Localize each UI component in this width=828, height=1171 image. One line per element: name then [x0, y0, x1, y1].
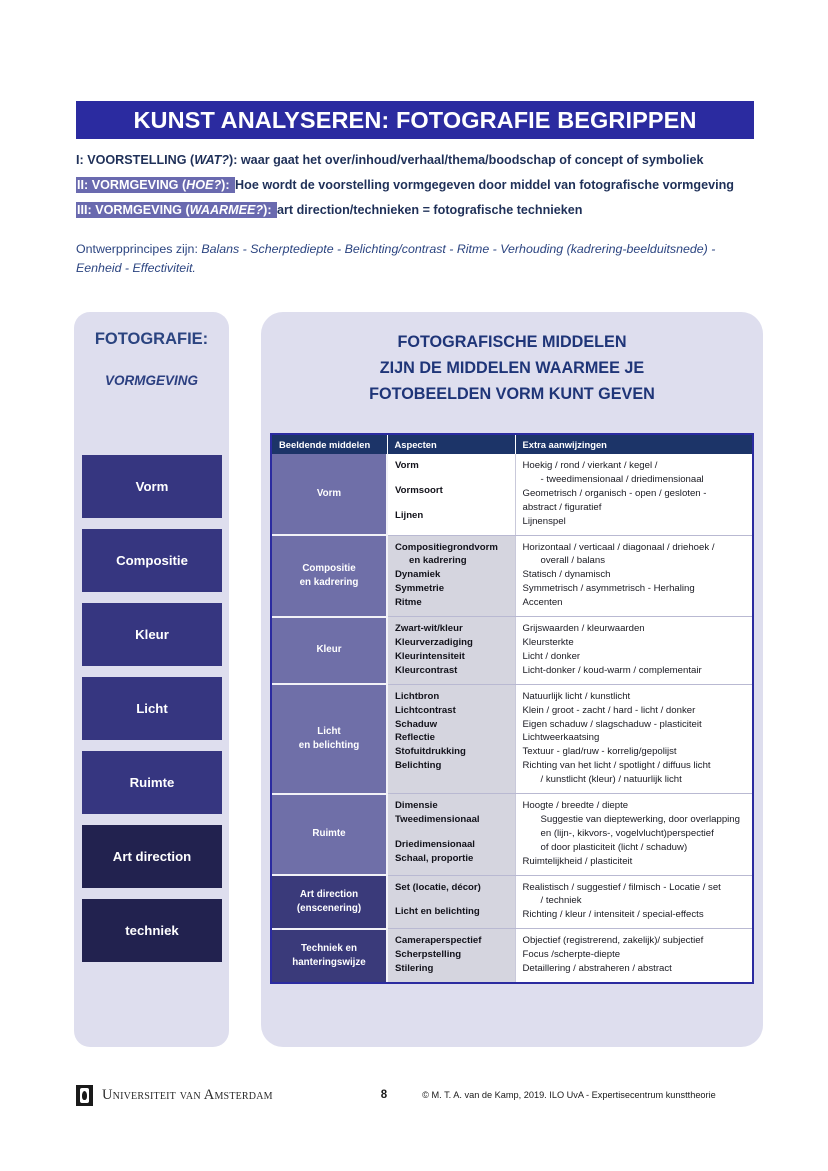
intro-rest-2: Hoe wordt de voorstelling vormgegeven door middel van fotografische vormgeving — [235, 178, 734, 192]
extra-line: Richting van het licht / spotlight / diffuus licht — [522, 760, 711, 772]
table-cell-aspects — [387, 875, 515, 929]
extra-line: Horizontaal / verticaal / diagonaal / driehoek / — [522, 541, 715, 553]
category-line: en belichting — [298, 739, 360, 751]
table-cell-aspects — [387, 535, 515, 617]
copyright-notice: © M. T. A. van de Kamp, 2019. ILO UvA - Expertisecentrum kunsttheorie — [422, 1090, 716, 1100]
aspect-line: Cameraperspectief — [395, 935, 482, 947]
table-cell-category — [272, 535, 387, 617]
extra-line: Klein / groot - zacht / hard - licht / donker — [522, 704, 696, 716]
table-cell-extra — [515, 794, 752, 876]
page-title-banner — [76, 101, 754, 139]
aspect-line: Kleurverzadiging — [395, 636, 473, 648]
extra-line: Hoekig / rond / vierkant / kegel / — [522, 460, 658, 471]
category-line: Techniek en — [301, 942, 357, 954]
aspect-line: Dimensie — [395, 800, 438, 812]
sidebar-button-compositie[interactable] — [82, 529, 222, 592]
extra-line: Objectief (registrerend, zakelijk)/ subjectief — [522, 935, 704, 947]
extra-line: Statisch / dynamisch — [522, 569, 611, 581]
table-row — [272, 684, 752, 793]
table-cell-category — [272, 929, 387, 982]
extra-line: Hoogte / breedte / diepte — [522, 800, 629, 812]
main-heading-line-1: FOTOGRAFISCHE MIDDELEN — [397, 333, 627, 351]
intro-label-3: III: VORMGEVING (WAARMEE?): — [77, 203, 276, 217]
aspect-line: Licht en belichting — [395, 906, 480, 918]
extra-line: abstract / figuratief — [522, 501, 602, 513]
category-line: hanteringswijze — [292, 956, 366, 968]
extra-line: Lijnenspel — [522, 515, 566, 527]
principles-items: Balans - Scherptediepte - Belichting/contrast - Ritme - Verhouding (kadrering-beelduitsnede) - Eenheid - Effectiviteit. — [76, 242, 716, 276]
photography-means-table-wrapper — [270, 433, 754, 984]
extra-line: Symmetrisch / asymmetrisch - Herhaling — [522, 583, 695, 595]
extra-line: of door plasticiteit (licht / schaduw) — [540, 841, 688, 853]
sidebar-button-label: Kleur — [135, 627, 169, 642]
category-line: en kadrering — [299, 576, 359, 588]
main-heading-line-3: FOTOBEELDEN VORM KUNT GEVEN — [369, 385, 655, 404]
table-cell-extra — [515, 875, 752, 929]
intro-rest-1: waar gaat het over/inhoud/verhaal/thema/boodschap of concept of symboliek — [240, 153, 704, 167]
sidebar-button-list — [82, 455, 222, 973]
intro-label-2: II: VORMGEVING (HOE?): — [77, 178, 234, 192]
aspect-line: en kadrering — [409, 555, 467, 567]
aspect-line: Vorm — [395, 460, 419, 471]
sidebar-button-label: techniek — [125, 923, 179, 938]
table-cell-aspects — [387, 454, 515, 535]
table-cell-aspects — [387, 929, 515, 982]
sidebar-card — [74, 312, 229, 1047]
sidebar-subheading: VORMGEVING — [104, 373, 198, 388]
extra-line: en (lijn-, kikvors-, vogelvlucht)perspectief — [540, 827, 714, 839]
aspect-line: Driedimensionaal — [395, 838, 475, 850]
aspect-line: Symmetrie — [395, 583, 445, 595]
table-cell-aspects — [387, 617, 515, 685]
intro-line-1 — [76, 152, 776, 169]
table-cell-category — [272, 684, 387, 793]
category-line: Kleur — [316, 644, 342, 656]
page-title: KUNST ANALYSEREN: FOTOGRAFIE BEGRIPPEN — [133, 106, 697, 133]
table-cell-extra — [515, 535, 752, 617]
column-header-aspecten: Aspecten — [387, 435, 515, 454]
category-line: (enscenering) — [296, 902, 362, 914]
sidebar-button-label: Compositie — [116, 553, 188, 568]
sidebar-button-label: Licht — [136, 701, 168, 716]
sidebar-heading: FOTOGRAFIE: — [94, 330, 209, 348]
extra-line: Textuur - glad/ruw - korrelig/gepolijst — [522, 746, 677, 758]
table-cell-extra — [515, 454, 752, 535]
page-footer — [76, 1078, 756, 1112]
aspect-line: Scherpstelling — [395, 949, 462, 961]
table-cell-aspects — [387, 794, 515, 876]
sidebar-button-licht[interactable] — [82, 677, 222, 740]
extra-line: / techniek — [540, 895, 582, 907]
table-row — [272, 875, 752, 929]
aspect-line: Vormsoort — [395, 484, 443, 496]
sidebar-button-label: Art direction — [112, 849, 192, 864]
main-heading — [261, 329, 763, 408]
aspect-line: Ritme — [395, 597, 422, 609]
table-cell-category — [272, 794, 387, 876]
extra-line: Detaillering / abstraheren / abstract — [522, 963, 672, 975]
table-header-row — [272, 435, 752, 454]
extra-line: Grijswaarden / kleurwaarden — [522, 623, 645, 635]
category-line: Compositie — [302, 562, 356, 574]
aspect-line: Lichtbron — [395, 690, 440, 702]
aspect-line: Tweedimensionaal — [395, 813, 480, 825]
table-row — [272, 535, 752, 617]
table-header — [272, 435, 752, 454]
extra-line: Richting / kleur / intensiteit / special-effects — [522, 909, 704, 921]
aspect-line: Reflectie — [395, 732, 435, 744]
university-name: Universiteit van Amsterdam — [102, 1086, 273, 1103]
intro-block — [76, 152, 776, 227]
table-row — [272, 794, 752, 876]
table-cell-category — [272, 875, 387, 929]
extra-line: Geometrisch / organisch - open / gesloten - — [522, 487, 707, 499]
column-header-beeldende-middelen: Beeldende middelen — [272, 435, 387, 454]
table-cell-extra — [515, 929, 752, 982]
extra-line: Eigen schaduw / slagschaduw - plasticiteit — [522, 718, 702, 730]
category-line: Vorm — [316, 487, 342, 499]
aspect-line: Stofuitdrukking — [395, 746, 466, 758]
extra-line: Accenten — [522, 597, 563, 609]
table-body — [272, 454, 752, 982]
photography-means-table — [272, 435, 752, 982]
sidebar-button-techniek[interactable] — [82, 899, 222, 962]
sidebar-button-label: Vorm — [135, 479, 169, 494]
extra-line: Focus /scherpte-diepte — [522, 949, 621, 961]
sidebar-button-vorm[interactable] — [82, 455, 222, 518]
table-row — [272, 617, 752, 685]
extra-line: overall / balans — [540, 555, 606, 567]
sidebar-button-art-direction[interactable] — [82, 825, 222, 888]
extra-line: Ruimtelijkheid / plasticiteit — [522, 855, 633, 867]
aspect-line: Dynamiek — [395, 569, 441, 581]
aspect-line: Schaal, proportie — [395, 852, 474, 864]
extra-line: Lichtweerkaatsing — [522, 732, 600, 744]
aspect-line: Kleurintensiteit — [395, 650, 465, 662]
aspect-line: Zwart-wit/kleur — [395, 623, 463, 635]
category-line: Licht — [317, 725, 341, 737]
aspect-line: Schaduw — [395, 718, 438, 730]
extra-line: Natuurlijk licht / kunstlicht — [522, 690, 631, 702]
table-cell-extra — [515, 617, 752, 685]
table-cell-category — [272, 617, 387, 685]
extra-line: / kunstlicht (kleur) / natuurlijk licht — [540, 774, 682, 786]
column-header-extra-aanwijzingen: Extra aanwijzingen — [515, 435, 752, 454]
sidebar-button-label: Ruimte — [129, 775, 175, 790]
aspect-line: Compositiegrondvorm — [395, 541, 498, 553]
extra-line: Suggestie van dieptewerking, door overlapping — [540, 813, 740, 825]
intro-line-2 — [76, 177, 776, 194]
uva-crest-icon — [76, 1085, 93, 1106]
intro-label-1: I: VOORSTELLING (WAT?): — [76, 153, 241, 167]
page-number: 8 — [380, 1089, 388, 1101]
extra-line: Realistisch / suggestief / filmisch - Locatie / set — [522, 881, 721, 893]
category-line: Art direction — [299, 888, 359, 900]
table-cell-extra — [515, 684, 752, 793]
table-row — [272, 454, 752, 535]
design-principles — [76, 240, 726, 278]
extra-line: Licht / donker — [522, 650, 581, 662]
main-heading-line-2: ZIJN DE MIDDELEN WAARMEE JE — [379, 359, 645, 378]
table-cell-category — [272, 454, 387, 535]
extra-line: - tweedimensionaal / driedimensionaal — [540, 473, 704, 485]
extra-line: Licht-donker / koud-warm / complementair — [522, 664, 702, 676]
principles-lead: Ontwerpprincipes zijn: — [76, 242, 202, 256]
intro-rest-3: art direction/technieken = fotografische technieken — [277, 203, 583, 217]
table-cell-aspects — [387, 684, 515, 793]
main-card — [261, 312, 763, 1047]
extra-line: Kleursterkte — [522, 636, 574, 648]
table-row — [272, 929, 752, 982]
intro-line-3 — [76, 202, 776, 219]
aspect-line: Stilering — [395, 963, 434, 975]
aspect-line: Lichtcontrast — [395, 704, 456, 716]
aspect-line: Lijnen — [395, 509, 424, 521]
aspect-line: Kleurcontrast — [395, 664, 458, 676]
sidebar-button-kleur[interactable] — [82, 603, 222, 666]
sidebar-button-ruimte[interactable] — [82, 751, 222, 814]
aspect-line: Belichting — [395, 760, 442, 772]
aspect-line: Set (locatie, décor) — [395, 881, 481, 893]
category-line: Ruimte — [312, 828, 346, 840]
sidebar-heading-block — [74, 330, 229, 388]
